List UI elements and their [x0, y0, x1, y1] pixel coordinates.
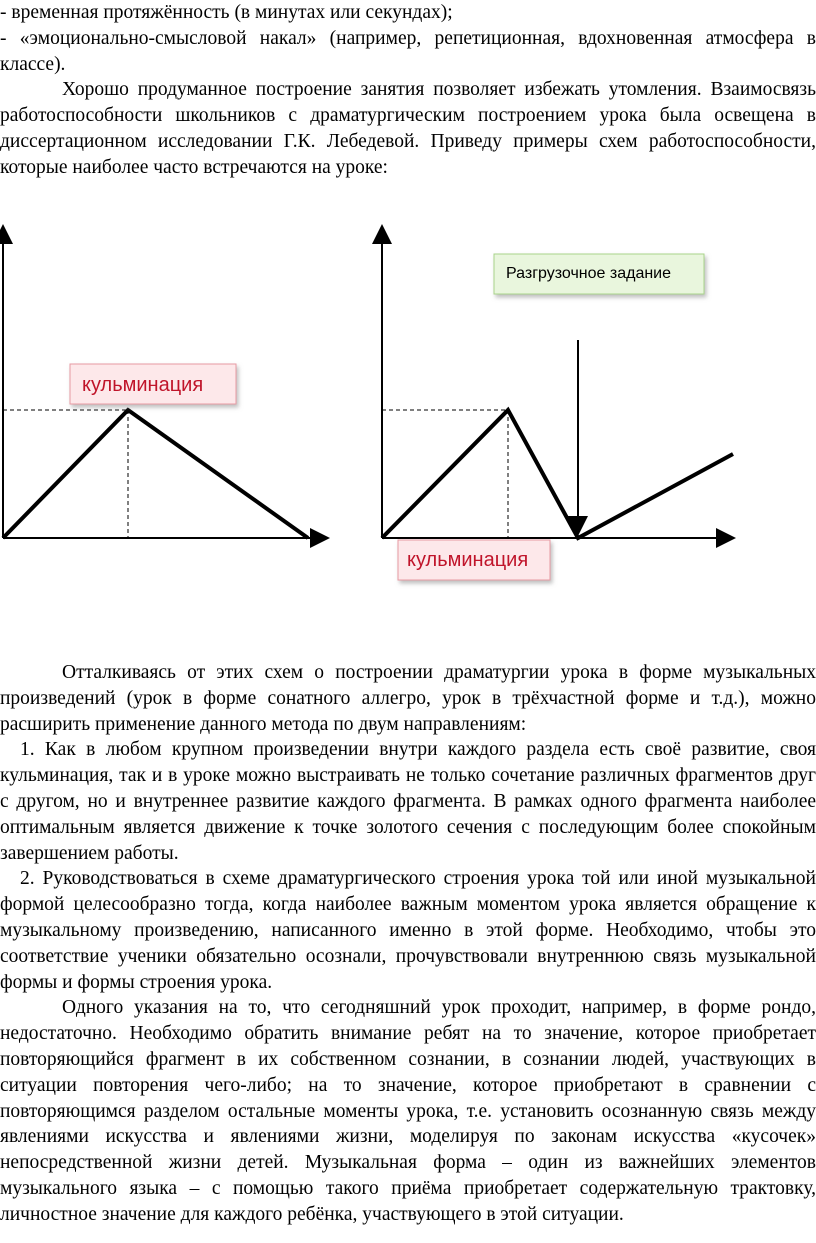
left-workability-curve [3, 410, 308, 538]
intro-text [0, 0, 816, 181]
workability-diagrams [0, 200, 816, 600]
relief-task-label: Разгрузочное задание [506, 265, 672, 282]
right-workability-curve [382, 410, 733, 538]
paragraph-workability: Хорошо продуманное построение занятия позволяет избежать утомления. Взаимосвязь работоспособности школьников с драматургическим построением урока была освещена в диссертационном исследовании Г.К. Лебедевой. Приведу примеры схем работоспособности, которые наиболее часто встречаются на уроке: [0, 79, 816, 178]
paragraph-directions: Отталкиваясь от этих схем о построении драматургии урока в форме музыкальных произведений (урок в форме сонатного аллегро, урок в трёхчастной форме и т.д.), можно расширить применение данного метода по двум направлениям: [0, 662, 816, 735]
right-diagram [382, 234, 733, 580]
right-culmination-label: кульминация [407, 549, 529, 571]
left-diagram [3, 234, 320, 538]
left-culmination-label: кульминация [82, 374, 204, 396]
bullet-duration: - временная протяжённость (в минутах или секундах); [0, 2, 453, 23]
main-text [0, 660, 816, 1228]
list-item-2: 2. Руководствоваться в схеме драматургического строения урока той или иной музыкальной формой целесообразно тогда, когда наиболее важным моментом урока является обращение к музыкальному произведению, написанного именно в этой форме. Необходимо, чтобы это соответствие ученики обязательно осознали, прочувствовали внутреннюю связь музыкальной формы и формы строения урока. [0, 868, 816, 993]
list-item-1: 1. Как в любом крупном произведении внутри каждого раздела есть своё развитие, своя кульминация, так и в уроке можно выстраивать не только сочетание различных фрагментов друг с другом, но и внутреннее развитие каждого фрагмента. В рамках одного фрагмента наиболее оптимальным является движение к точке золотого сечения с последующим более спокойным завершением работы. [0, 739, 816, 864]
paragraph-rondo: Одного указания на то, что сегодняшний урок проходит, например, в форме рондо, недостаточно. Необходимо обратить внимание ребят на то значение, которое приобретает повторяющийся фрагмент в их собственном сознании, в сознании людей, участвующих в ситуации повторения чего-либо; на то значение, которое приобретают в сравнении с повторяющимся разделом остальные моменты урока, т.е. установить осознанную связь между явлениями искусства и явлениями жизни, моделируя по законам искусства «кусочек» непосредственной жизни детей. Музыкальная форма – один из важнейших элементов музыкального языка – с помощью такого приёма приобретает содержательную трактовку, личностное значение для каждого ребёнка, участвующего в этой ситуации. [0, 997, 816, 1225]
bullet-emotional-tension: - «эмоционально-смысловой накал» (например, репетиционная, вдохновенная атмосфера в классе). [0, 27, 816, 75]
